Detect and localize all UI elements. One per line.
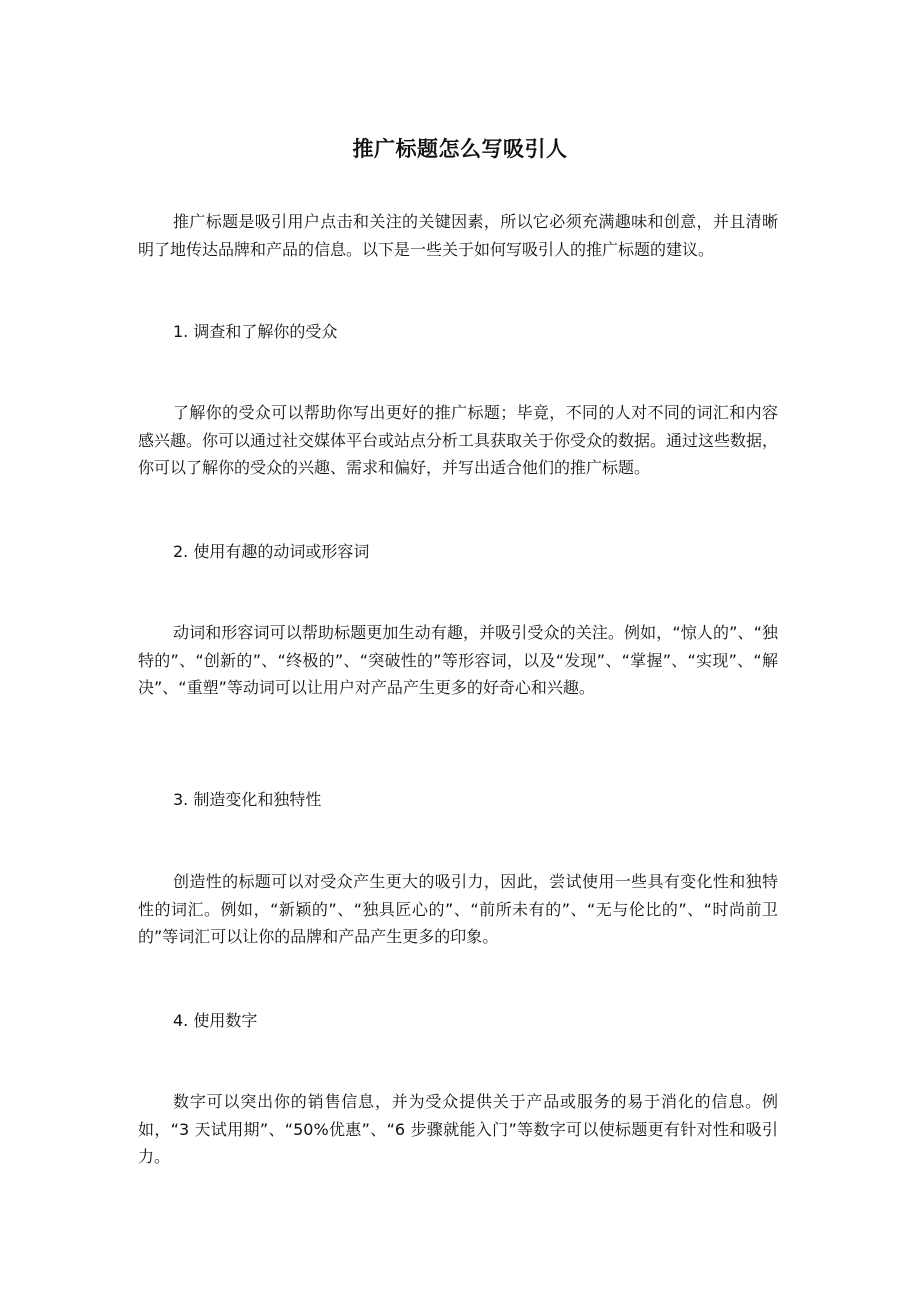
section-heading-3: 3. 制造变化和独特性 xyxy=(173,790,322,809)
section-body-4: 数字可以突出你的销售信息，并为受众提供关于产品或服务的易于消化的信息。例如，“3 天试用期”、“50%优惠”、“6 步骤就能入门”等数字可以使标题更有针对性和吸引力。 xyxy=(138,1092,778,1166)
section-body-1: 了解你的受众可以帮助你写出更好的推广标题；毕竟，不同的人对不同的词汇和内容感兴趣。你可以通过社交媒体平台或站点分析工具获取关于你受众的数据。通过这些数据，你可以了解你的受众的兴趣、需求和偏好，并写出适合他们的推广标题。 xyxy=(138,403,779,477)
section-heading-2: 2. 使用有趣的动词或形容词 xyxy=(173,542,370,561)
section-body-3: 创造性的标题可以对受众产生更大的吸引力，因此，尝试使用一些具有变化性和独特性的词汇。例如，“新颖的”、“独具匠心的”、“前所未有的”、“无与伦比的”、“时尚前卫的”等词汇可以让你的品牌和产品产生更多的印象。 xyxy=(138,872,778,946)
section-heading-1: 1. 调查和了解你的受众 xyxy=(173,322,338,341)
document-title: 推广标题怎么写吸引人 xyxy=(352,137,568,161)
section-heading-4: 4. 使用数字 xyxy=(173,1011,258,1030)
intro-paragraph: 推广标题是吸引用户点击和关注的关键因素，所以它必须充满趣味和创意，并且清晰明了地传达品牌和产品的信息。以下是一些关于如何写吸引人的推广标题的建议。 xyxy=(138,212,778,259)
section-body-2: 动词和形容词可以帮助标题更加生动有趣，并吸引受众的关注。例如，“惊人的”、“独特的”、“创新的”、“终极的”、“突破性的”等形容词，以及“发现”、“掌握”、“实现”、“解决”、“重塑”等动词可以让用户对产品产生更多的好奇心和兴趣。 xyxy=(138,623,778,697)
